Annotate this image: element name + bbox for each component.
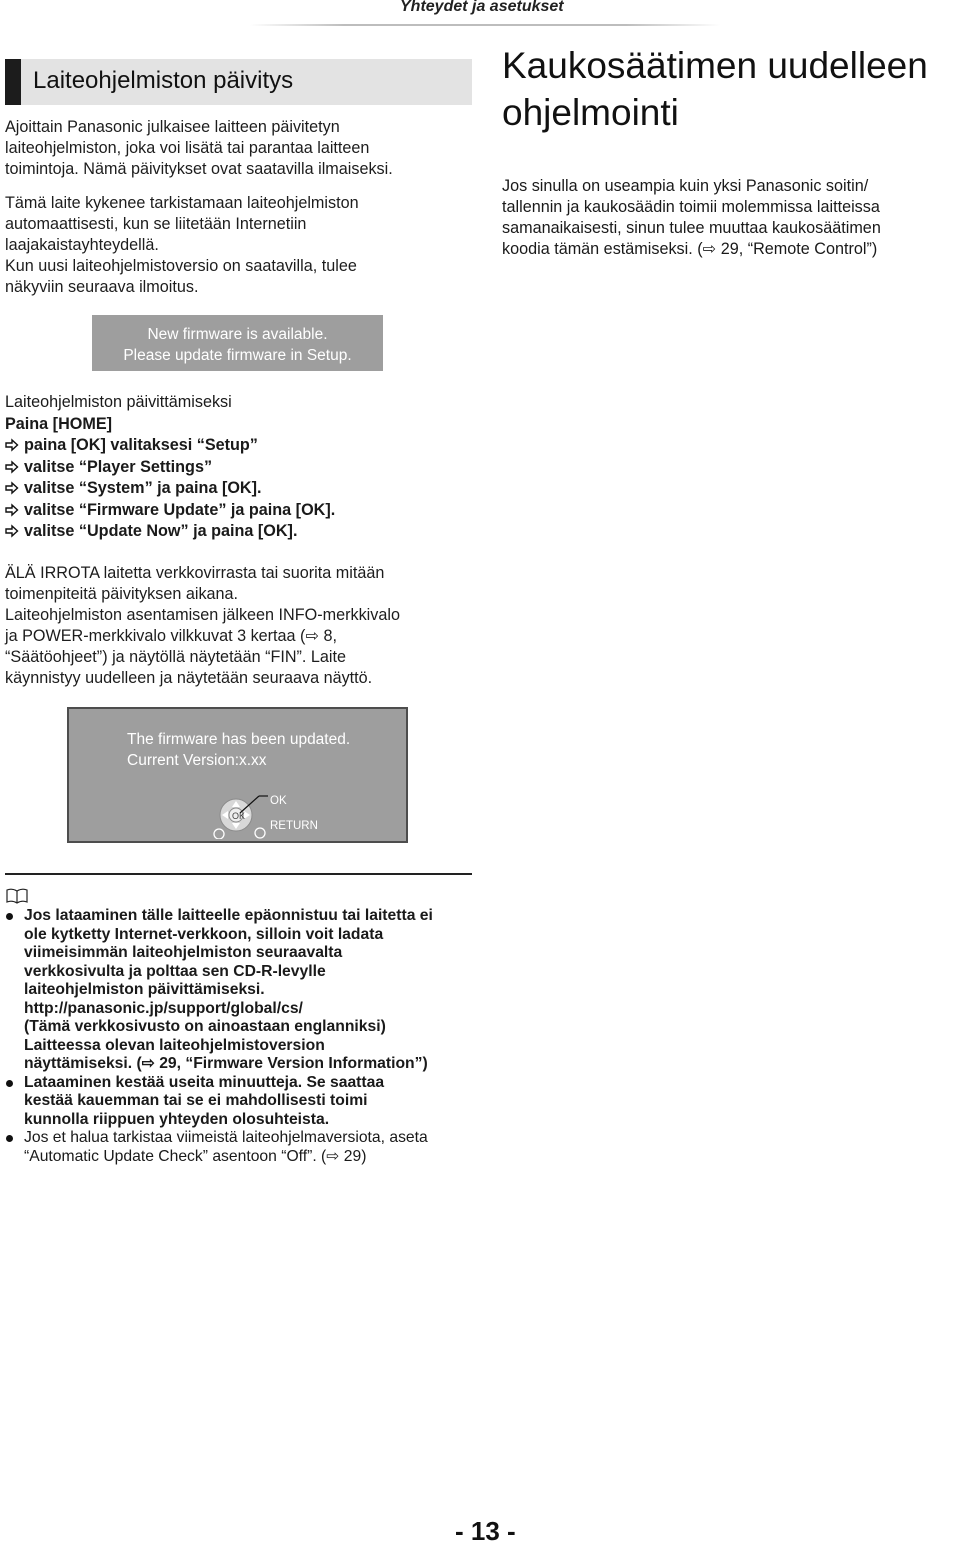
firmware-updated-screen [67,707,408,843]
notes-divider [5,873,472,875]
warning-line: ja POWER-merkkivalo vilkkuvat 3 kertaa (⇨ 8, [5,627,338,645]
ok-label: OK [270,795,287,807]
warning-line: toimenpiteitä päivityksen aikana. [5,585,239,603]
note-line: laiteohjelmiston päivittämiseksi. [24,981,265,998]
arrow-icon [5,521,24,543]
note-line: verkkosivulta ja polttaa sen CD-R-levylle [24,962,326,980]
support-url[interactable]: http://panasonic.jp/support/global/cs/ [24,999,303,1017]
note-line: ole kytketty Internet-verkkoon, silloin voit ladata [24,925,384,943]
book-icon [6,888,28,909]
note-line: “Automatic Update Check” asentoon “Off”. (⇨ 29) [24,1147,367,1165]
intro-line: toimintoja. Nämä päivitykset ovat saatavilla ilmaiseksi. [5,160,393,178]
remote-navigation-icon [204,789,274,839]
note-line: näyttämiseksi. (⇨ 29, “Firmware Version Information”) [24,1055,428,1072]
header-divider [250,24,720,26]
page-number: - 13 - [455,1516,516,1546]
remote-body-line: samanaikaisesti, sinun tulee muuttaa kaukosäätimen [502,219,881,237]
note-item [5,907,475,1074]
note-item [5,1129,475,1166]
step-item: valitse “Player Settings” [5,457,475,479]
note-line: (Tämä verkkosivusto on ainoastaan englanniksi) [24,1018,386,1035]
remote-body-line: Jos sinulla on useampia kuin yksi Panasonic soitin/ [502,177,869,195]
step-item: valitse “Update Now” ja paina [OK]. [5,521,475,543]
warning-line: Laiteohjelmiston asentamisen jälkeen INFO-merkkivalo [5,606,400,624]
arrow-icon [5,457,24,479]
auto-check-line: näkyviin seuraava ilmoitus. [5,278,199,296]
note-line: Lataaminen kestää useita minuutteja. Se saattaa [24,1073,385,1091]
arrow-icon [5,478,24,500]
note-line: kunnolla riippuen yhteyden olosuhteista. [24,1110,330,1128]
section-title: Laiteohjelmiston päivitys [33,67,294,94]
remote-title-line: Kaukosäätimen uudelleen [502,45,928,86]
bullet-icon [6,913,13,920]
running-header: Yhteydet ja asetukset [400,0,564,15]
steps-intro: Laiteohjelmiston päivittämiseksi [5,393,232,411]
warning-line: “Säätöohjeet”) ja näytöllä näytetään “FIN”. Laite [5,648,347,666]
note-line: Jos lataaminen tälle laitteelle epäonnistuu tai laitetta ei [24,907,433,924]
svg-text:OK: OK [232,811,246,821]
screen-message-line: The firmware has been updated. [127,731,351,748]
remote-title-line: ohjelmointi [502,92,679,133]
auto-check-paragraph [5,193,475,298]
note-line: Laitteessa olevan laiteohjelmistoversion [24,1036,325,1054]
note-line: viimeisimmän laiteohjelmiston seuraavalta [24,944,343,961]
intro-line: laiteohjelmiston, joka voi lisätä tai parantaa laitteen [5,139,370,157]
intro-paragraph [5,117,475,180]
section-heading-accent [5,59,21,105]
warning-line: käynnistyy uudelleen ja näytetään seuraava näyttö. [5,669,373,687]
auto-check-line: automaattisesti, kun se liitetään Internetiin [5,215,307,233]
section-heading-bar [5,59,472,105]
updated-message [127,729,350,771]
remote-body-line: tallennin ja kaukosäädin toimii molemmissa laitteissa [502,198,880,216]
step-item: paina [OK] valitaksesi “Setup” [5,435,475,457]
step-item: valitse “System” ja paina [OK]. [5,478,475,500]
arrow-icon [5,435,24,457]
screen-message-line: Current Version:x.xx [127,752,267,769]
auto-check-line: laajakaistayhteydellä. [5,236,159,254]
new-firmware-screen [92,315,383,371]
remote-body-line: koodia tämän estämiseksi. (⇨ 29, “Remote Control”) [502,240,878,258]
remote-section-body [502,176,952,260]
note-line: Jos et halua tarkistaa viimeistä laiteohjelmaversiota, aseta [24,1129,428,1146]
notes-list [5,907,475,1166]
note-item [5,1074,475,1130]
remote-section-title [502,42,928,136]
step-item: valitse “Firmware Update” ja paina [OK]. [5,500,475,522]
warning-paragraph [5,563,475,689]
auto-check-line: Tämä laite kykenee tarkistamaan laiteohjelmiston [5,194,359,212]
screen-message-line: New firmware is available. [147,326,328,343]
intro-line: Ajoittain Panasonic julkaisee laitteen päivitetyn [5,118,340,136]
auto-check-line: Kun uusi laiteohjelmistoversio on saatavilla, tulee [5,257,357,275]
screen-message-line: Please update firmware in Setup. [123,347,352,364]
note-line: kestää kauemman tai se ei mahdollisesti toimi [24,1092,368,1109]
step-first: Paina [HOME] [5,414,113,433]
bullet-icon [6,1080,13,1087]
bullet-icon [6,1135,13,1142]
return-label: RETURN [270,820,318,832]
warning-line: ÄLÄ IRROTA laitetta verkkovirrasta tai suorita mitään [5,564,385,582]
update-steps [5,392,475,543]
arrow-icon [5,500,24,522]
